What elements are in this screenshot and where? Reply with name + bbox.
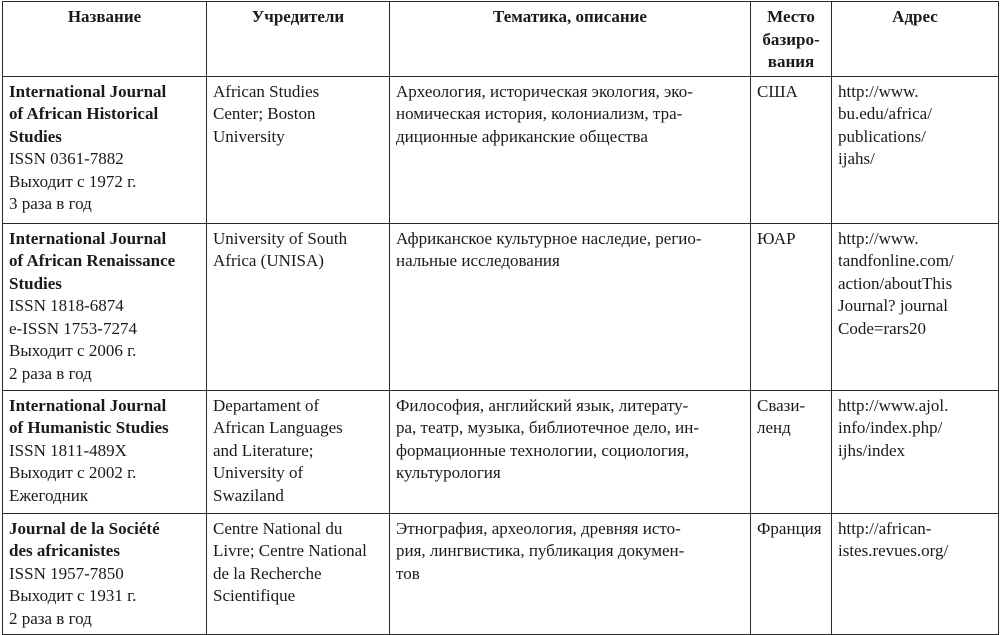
founders-cell bbox=[207, 390, 390, 513]
founders-line: Center; Boston bbox=[213, 104, 316, 123]
place-cell bbox=[751, 390, 832, 513]
founders-line: Centre National du bbox=[213, 518, 343, 538]
topic-cell bbox=[390, 390, 751, 513]
journal-info-line: 2 раза в год bbox=[9, 363, 92, 383]
address-line[interactable]: action/aboutThis bbox=[838, 273, 953, 293]
journal-title-line: Studies bbox=[9, 126, 62, 146]
header-name: Название bbox=[3, 2, 207, 77]
address-line[interactable]: ijhs/index bbox=[838, 440, 906, 460]
place-cell bbox=[751, 223, 832, 390]
place-cell bbox=[751, 76, 832, 223]
journal-info-line: ISSN 1818-6874 bbox=[9, 296, 124, 315]
founders-line: Africa (UNISA) bbox=[213, 251, 324, 270]
address-line[interactable]: istes.revues.org/ bbox=[838, 541, 949, 560]
founders-line: University bbox=[213, 126, 285, 146]
founders-cell bbox=[207, 76, 390, 223]
address-line[interactable]: tandfonline.com/ bbox=[838, 251, 954, 270]
founders-line: University of bbox=[213, 463, 304, 482]
founders-line: Swaziland bbox=[213, 485, 284, 505]
topic-line: культурология bbox=[396, 463, 501, 482]
topic-line: рия, лингвистика, публикация докумен- bbox=[396, 541, 685, 560]
topic-line: номическая история, колониализм, тра- bbox=[396, 104, 683, 123]
address-cell[interactable] bbox=[832, 390, 999, 513]
journal-info-line: ISSN 0361-7882 bbox=[9, 149, 124, 168]
journal-info-line: e-ISSN 1753-7274 bbox=[9, 318, 137, 338]
header-place bbox=[751, 2, 832, 77]
header-place-line: базиро- bbox=[762, 29, 820, 49]
journal-title-line: International Journal bbox=[9, 395, 167, 415]
address-cell[interactable] bbox=[832, 513, 999, 634]
founders-line: Scientifique bbox=[213, 586, 296, 605]
address-line[interactable]: http://www.ajol. bbox=[838, 395, 949, 415]
journal-info-line: Выходит с 2002 г. bbox=[9, 463, 137, 482]
journal-title-line: Studies bbox=[9, 273, 62, 293]
founders-line: de la Recherche bbox=[213, 563, 322, 583]
founders-line: and Literature; bbox=[213, 440, 314, 460]
address-line[interactable]: http://african- bbox=[838, 518, 932, 538]
journal-title-line: Journal de la Société bbox=[9, 518, 160, 538]
topic-line: Африканское культурное наследие, регио- bbox=[396, 228, 702, 248]
address-line[interactable]: publications/ bbox=[838, 126, 926, 146]
topic-line: Философия, английский язык, литерату- bbox=[396, 395, 689, 415]
journals-table bbox=[2, 1, 999, 635]
journal-info-line: Выходит с 1972 г. bbox=[9, 171, 137, 191]
journal-info-line: Выходит с 1931 г. bbox=[9, 586, 137, 605]
topic-line: формационные технологии, социология, bbox=[396, 440, 689, 460]
topic-line: Этнография, археология, древняя исто- bbox=[396, 518, 681, 538]
journal-info-line: ISSN 1811-489X bbox=[9, 440, 127, 460]
founders-line: University of South bbox=[213, 228, 348, 248]
topic-line: диционные африканские общества bbox=[396, 126, 648, 146]
place-line: США bbox=[757, 81, 798, 101]
journal-title-line: des africanistes bbox=[9, 541, 120, 560]
topic-line: ра, театр, музыка, библиотечное дело, ин- bbox=[396, 418, 699, 437]
place-line: Свази- bbox=[757, 395, 806, 415]
topic-cell bbox=[390, 76, 751, 223]
table-row bbox=[3, 223, 999, 390]
header-place-line: вания bbox=[767, 52, 815, 71]
address-line[interactable]: http://www. bbox=[838, 81, 919, 101]
journal-info-line: 3 раза в год bbox=[9, 194, 92, 213]
topic-cell bbox=[390, 513, 751, 634]
table-row bbox=[3, 513, 999, 634]
founders-cell bbox=[207, 223, 390, 390]
journal-info-line: 2 раза в год bbox=[9, 608, 92, 628]
founders-line: Departament of bbox=[213, 395, 320, 415]
place-line: Франция bbox=[757, 518, 822, 538]
topic-line: нальные исследования bbox=[396, 251, 560, 270]
place-line: ленд bbox=[757, 418, 791, 437]
journal-title-line: of African Renaissance bbox=[9, 251, 176, 270]
address-line[interactable]: http://www. bbox=[838, 228, 919, 248]
header-address: Адрес bbox=[832, 2, 999, 77]
table-row bbox=[3, 390, 999, 513]
journal-title-line: of Humanistic Studies bbox=[9, 418, 169, 437]
journal-title-line: International Journal bbox=[9, 228, 167, 248]
address-line[interactable]: info/index.php/ bbox=[838, 418, 943, 437]
header-topic: Тематика, описание bbox=[390, 2, 751, 77]
founders-line: African Languages bbox=[213, 418, 343, 437]
place-cell bbox=[751, 513, 832, 634]
journal-name-cell bbox=[3, 390, 207, 513]
founders-cell bbox=[207, 513, 390, 634]
address-line[interactable]: bu.edu/africa/ bbox=[838, 104, 932, 123]
journal-info-line: ISSN 1957-7850 bbox=[9, 563, 124, 583]
journal-name-cell bbox=[3, 223, 207, 390]
founders-line: African Studies bbox=[213, 81, 320, 101]
topic-line: тов bbox=[396, 563, 420, 583]
address-line[interactable]: ijahs/ bbox=[838, 149, 875, 168]
topic-line: Археология, историческая экология, эко- bbox=[396, 81, 693, 101]
header-row bbox=[3, 2, 999, 77]
table-row bbox=[3, 76, 999, 223]
address-line[interactable]: Journal? journal bbox=[838, 296, 948, 315]
journal-title-line: International Journal bbox=[9, 81, 167, 101]
header-place-line: Место bbox=[767, 7, 815, 26]
journal-name-cell bbox=[3, 76, 207, 223]
header-founders: Учредители bbox=[207, 2, 390, 77]
journal-name-cell bbox=[3, 513, 207, 634]
address-cell[interactable] bbox=[832, 223, 999, 390]
founders-line: Livre; Centre National bbox=[213, 541, 367, 560]
journal-info-line: Ежегодник bbox=[9, 485, 89, 505]
journal-title-line: of African Historical bbox=[9, 104, 159, 123]
topic-cell bbox=[390, 223, 751, 390]
address-line[interactable]: Code=rars20 bbox=[838, 318, 926, 338]
address-cell[interactable] bbox=[832, 76, 999, 223]
journal-info-line: Выходит с 2006 г. bbox=[9, 341, 137, 360]
place-line: ЮАР bbox=[757, 228, 796, 248]
